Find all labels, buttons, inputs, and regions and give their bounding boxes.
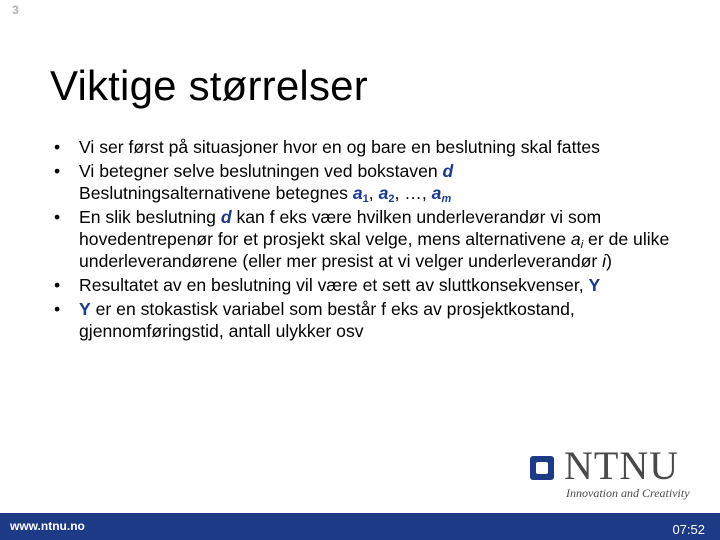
bullet-text: Resultatet av en beslutning vil være et sett av sluttkonsekvenser, bbox=[79, 275, 589, 295]
bullet-item bbox=[54, 136, 674, 158]
ellipsis: , …, bbox=[394, 183, 432, 203]
variable-i: i bbox=[602, 251, 607, 271]
footer-bar bbox=[0, 513, 720, 540]
footer-time: 07:52 bbox=[672, 522, 705, 537]
logo-tagline: Innovation and Creativity bbox=[566, 486, 690, 500]
bullet-list bbox=[54, 136, 674, 344]
bullet-item bbox=[54, 298, 674, 342]
bullet-text: er de ulike underleverandørene (eller mer presist at vi velger underleverandør bbox=[79, 229, 670, 271]
variable-y: Y bbox=[588, 275, 601, 295]
separator: , bbox=[368, 183, 379, 203]
bullet-text: ) bbox=[606, 251, 612, 271]
variable-d: d bbox=[442, 161, 454, 181]
logo-name: NTNU bbox=[564, 443, 680, 488]
subscript: m bbox=[441, 193, 452, 205]
variable-a: a bbox=[352, 183, 363, 203]
slide-title: Viktige størrelser bbox=[50, 62, 368, 109]
bullet-text: er en stokastisk variabel som består f eks av prosjektkostand, gjennomføringstid, antall ulykker osv bbox=[79, 299, 575, 341]
subscript: 1 bbox=[362, 193, 369, 205]
subscript: i bbox=[580, 239, 584, 251]
ntnu-logo bbox=[530, 443, 710, 504]
variable-a: a bbox=[378, 183, 389, 203]
bullet-text: kan f eks være hvilken underleverandør vi som hovedentrepenør for et prosjekt skal velge, mens alternativene bbox=[79, 207, 602, 249]
bullet-text: Vi betegner selve beslutningen ved bokstaven bbox=[79, 161, 443, 181]
footer-url: www.ntnu.no bbox=[10, 519, 85, 533]
variable-d: d bbox=[220, 207, 232, 227]
bullet-item bbox=[54, 274, 674, 296]
logo-square-icon bbox=[530, 456, 554, 480]
variable-y: Y bbox=[79, 299, 91, 319]
slide-number: 3 bbox=[12, 3, 19, 17]
bullet-item bbox=[54, 206, 674, 272]
variable-a: a bbox=[570, 229, 581, 249]
variable-a: a bbox=[431, 183, 442, 203]
bullet-text: Vi ser først på situasjoner hvor en og bare en beslutning skal fattes bbox=[79, 137, 600, 157]
bullet-text: Beslutningsalternativene betegnes bbox=[79, 183, 353, 203]
subscript: 2 bbox=[388, 193, 395, 205]
bullet-text: En slik beslutning bbox=[79, 207, 221, 227]
bullet-item bbox=[54, 160, 674, 204]
